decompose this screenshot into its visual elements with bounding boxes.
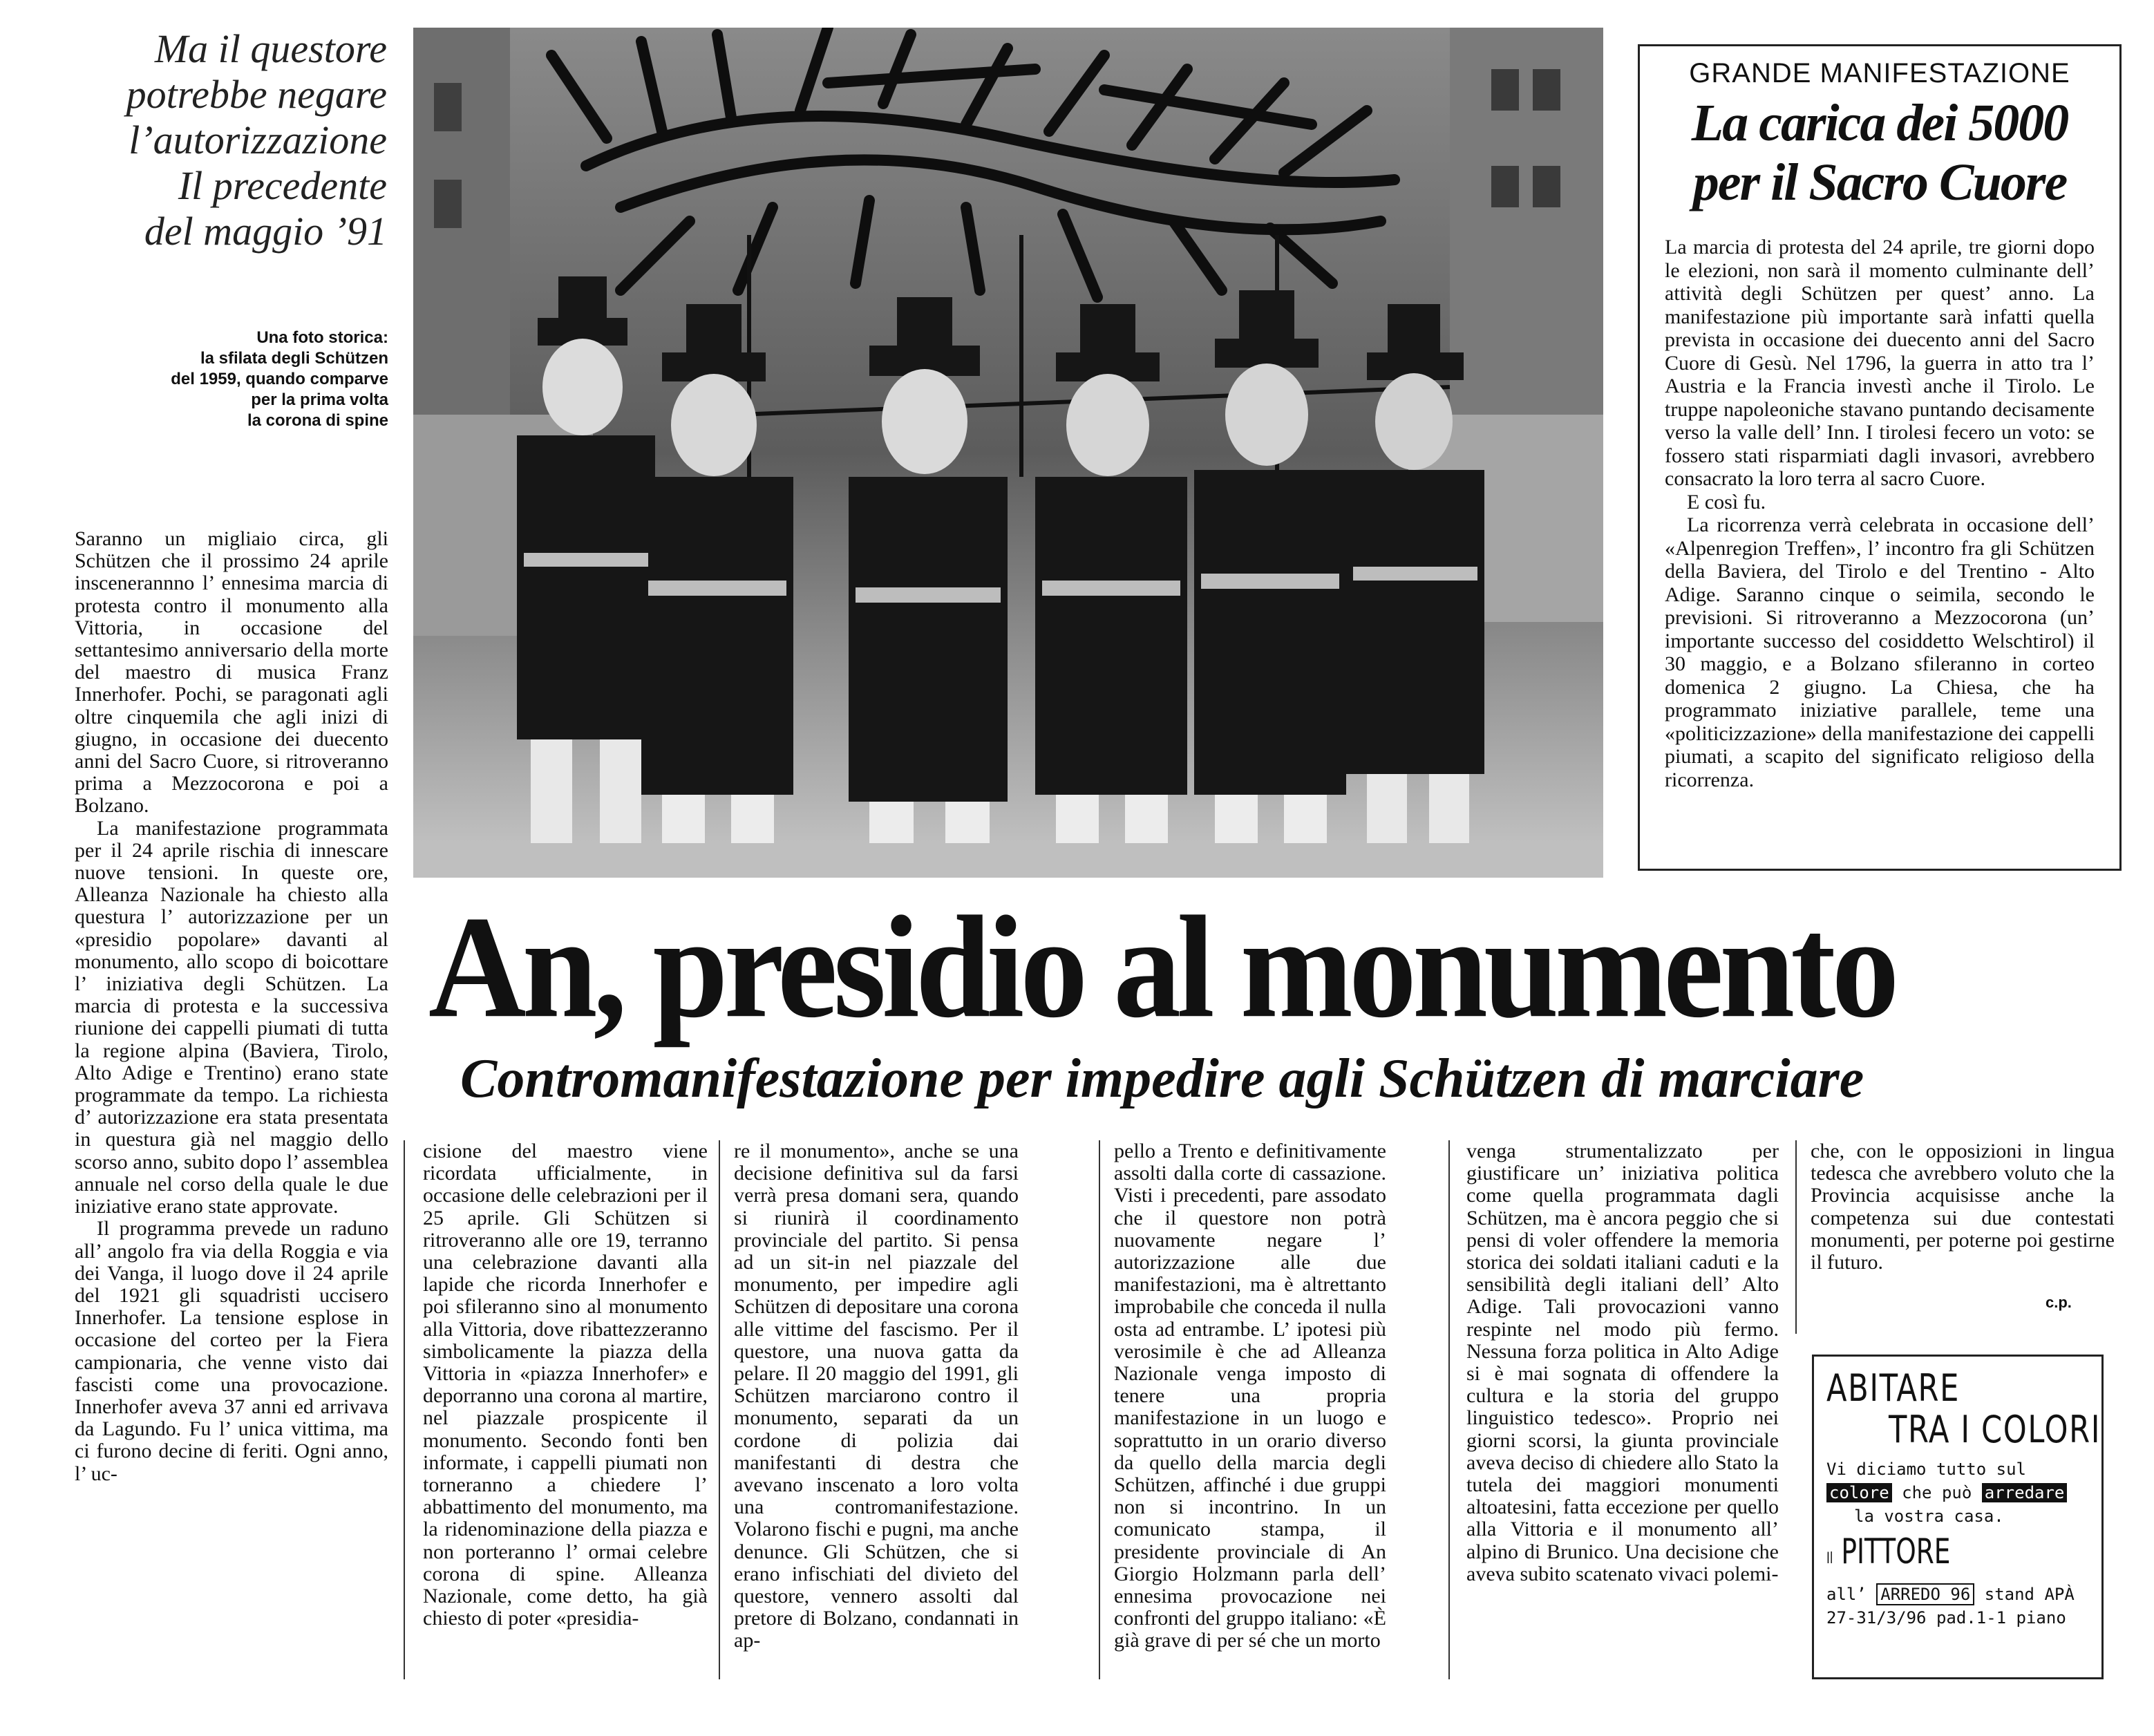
kicker-line: del maggio ’91 xyxy=(144,209,387,254)
sidebar-paragraph: La marcia di protesta del 24 aprile, tre giorni dopo le elezioni, non sarà il momento culminante dell’ attività degli Schützen per quest’ anno. La manifestazione più importante sarà infatti quella prevista in occasione dei duecento anni del Sacro Cuore di Gesù. Nel 1796, la guerra in atto tra l’ Austria e la Francia investì anche il Tirolo. Le truppe napoleoniche stavano puntando decisamente verso la valle dell’ Inn. I tirolesi fecero un voto: se fossero stati risparmiati dagli invasori, avrebbero consacrato la loro terra al sacro Cuore. xyxy=(1665,236,2095,490)
ad-text-line: la vostra casa. xyxy=(1854,1507,2004,1526)
article-column-5 xyxy=(1466,1140,1779,1585)
headline: An, presidio al monumento xyxy=(428,886,1896,1048)
caption-line: la corona di spine xyxy=(247,411,388,430)
ad-text: che può xyxy=(1902,1483,1972,1502)
article-column-6 xyxy=(1811,1140,2115,1274)
advertisement-box xyxy=(1812,1355,2104,1679)
caption-line: Una foto storica: xyxy=(256,328,388,347)
article-paragraph: Il programma prevede un raduno all’ angolo fra via della Roggia e via dei Vanga, il luogo dove il 24 aprile del 1921 gli squadristi uccisero Innerhofer. La tensione esplose in occasione del corteo per la Fiera campionaria, che venne visto dai fascisti come una provocazione. Innerhofer aveva 37 anni ed arrivava da Lagundo. Fu l’ unica vittima, ma ci furono decine di feriti. Ogni anno, l’ uc- xyxy=(75,1217,388,1485)
ad-text: stand APÀ xyxy=(1984,1585,2075,1604)
sidebar-title-line: La carica dei 5000 xyxy=(1691,94,2068,152)
column-rule xyxy=(404,1140,405,1679)
ad-text: all’ xyxy=(1826,1585,1867,1604)
article-paragraph: La manifestazione programmata per il 24 aprile rischia di innescare nuove tensioni. In queste ore, Alleanza Nazionale ha chiesto alla questura l’ autorizzazione per un «presidio popolare» davanti al monumento, allo scopo di boicottare l’ iniziativa degli Schützen. La marcia di protesta e la successiva riunione dei cappelli piumati di tutta la regione alpina (Baviera, Tirolo, Alto Adige e Trentino) erano state programmate da tempo. La richiesta d’ autorizzazione era stata presentata in questura già nel maggio dello scorso anno, subito dopo l’ assemblea annuale nel corso della quale le due iniziative erano state approvate. xyxy=(75,816,388,1218)
article-paragraph: cisione del maestro viene ricordata ufficialmente, in occasione delle celebrazioni per il 25 aprile. Gli Schützen si ritroveranno alle ore 19, terranno una celebrazione davanti alla lapide che ricorda Innerhofer e poi sfileranno sino al monumento alla Vittoria, dove ribattezzeranno simbolicamente la piazza della Vittoria in «piazza Innerhofer» e deporranno una corona al martire, nel piazzale prospicente il monumento. Secondo fonti ben informate, i cappelli piumati non torneranno a chiedere l’ abbattimento del monumento, ma la ridenominazione della piazza e non porteranno l’ ormai celebre corona di spine. Alleanza Nazionale, come detto, ha già chiesto di poter «presidia- xyxy=(423,1140,708,1630)
article-paragraph: re il monumento», anche se una decisione definitiva sul da farsi verrà presa domani sera, quando si riunirà il coordinamento provinciale del partito. Si pensa ad un sit-in nel piazzale del monumento, per impedire agli Schützen di depositare una corona alle vittime del fascismo. Per il questore, una nuova gatta da pelare. Il 20 maggio del 1991, gli Schützen marciarono contro il monumento, separati da un cordone di polizia dai manifestanti di destra che avevano inscenato a loro volta una contromanifestazione. Volarono fischi e pugni, ma anche denunce. Gli Schützen, che si erano infischiati del divieto del questore, vennero assolti dal pretore di Bolzano, condannati in ap- xyxy=(734,1140,1019,1652)
article-paragraph: Saranno un migliaio circa, gli Schützen che il prossimo 24 aprile inscenerannno l’ ennesima marcia di protesta contro il monumento alla Vittoria, in occasione del settantesimo anniversario della morte del maestro di musica Franz Innerhofer. Pochi, se paragonati agli oltre cinquemila che agli inizi di giugno, in occasione dei duecento anni del Sacro Cuore, si ritroveranno prima a Mezzocorona e poi a Bolzano. xyxy=(75,527,388,818)
ad-title: TRA I COLORI xyxy=(1889,1408,2101,1451)
article-column-3 xyxy=(734,1140,1019,1652)
article-paragraph: pello a Trento e definitivamente assolti dalla corte di cassazione. Visti i precedenti, pare assodato che il questore non potrà nuovamente negare l’ autorizzazione alle due manifestazioni, ma è altrettanto improbabile che conceda il nulla osta ad entrambe. L’ ipotesi più verosimile è che ad Alleanza Nazionale venga imposto di tenere una propria manifestazione in un luogo e soprattutto in un orario diverso da quello della marcia degli Schützen, affinché i due gruppi non si incontrino. In un comunicato stampa, il presidente provinciale di An Giorgio Holzmann parla dell’ ennesima provocazione nei confronti del gruppo italiano: «È già grave di per sé che un morto xyxy=(1114,1140,1386,1652)
ad-brand-name: PITTORE xyxy=(1841,1531,1951,1572)
kicker-text xyxy=(83,26,387,254)
kicker-line: Ma il questore xyxy=(154,26,387,71)
sidebar-kicker: GRANDE MANIFESTAZIONE xyxy=(1689,58,2070,88)
column-rule xyxy=(1099,1140,1100,1679)
sidebar-paragraph: E così fu. xyxy=(1687,490,1766,513)
ad-highlight: colore xyxy=(1826,1483,1892,1502)
kicker-line: potrebbe negare xyxy=(126,72,387,117)
ad-highlight: arredare xyxy=(1982,1483,2068,1502)
ad-text-line xyxy=(1826,1481,2089,1504)
column-rule xyxy=(1448,1140,1450,1679)
kicker-line: l’autorizzazione xyxy=(129,117,387,162)
sidebar-title xyxy=(1665,93,2095,212)
kicker-line: Il precedente xyxy=(178,163,387,208)
column-rule xyxy=(719,1140,720,1679)
article-column-1 xyxy=(75,528,388,1485)
ad-text-line xyxy=(1826,1583,2089,1606)
column-rule xyxy=(1795,1140,1797,1334)
ad-brand-prefix: Il xyxy=(1826,1550,1833,1567)
ad-brand xyxy=(1826,1531,2023,1580)
article-column-4 xyxy=(1114,1140,1386,1652)
caption-line: per la prima volta xyxy=(251,390,388,409)
ad-boxed-text: ARREDO 96 xyxy=(1876,1583,1974,1605)
author-signature: c.p. xyxy=(2046,1294,2072,1311)
article-paragraph: che, con le opposizioni in lingua tedesca che avrebbero voluto che la Provincia acquisisse anche la competenza sui due contestati monumenti, per poterne poi gestirne il futuro. xyxy=(1811,1140,2115,1274)
article-paragraph: venga strumentalizzato per giustificare un’ iniziativa politica come quella programmata dagli Schützen, ma è ancora peggio che si pensi di voler offendere la memoria storica dei soldati italiani caduti e la sensibilità degli italiani dell’ Alto Adige. Tali provocazioni vanno respinte nel modo più fermo. Nessuna forza politica in Alto Adige si è mai sognata di offendere la cultura e la storia del gruppo linguistico tedesco». Proprio nei giorni scorsi, la giunta provinciale aveva deciso di chiedere allo Stato la tutela dei maggiori monumenti altoatesini, fatta eccezione per quello alla Vittoria e il monumento all’ alpino di Brunico. Una decisione che aveva subito scatenato vivaci polemi- xyxy=(1466,1140,1779,1585)
photo-caption xyxy=(138,328,388,431)
article-column-2 xyxy=(423,1140,708,1630)
sidebar-title-line: per il Sacro Cuore xyxy=(1692,153,2067,211)
ad-title: ABITARE xyxy=(1826,1366,1961,1410)
ad-text-line: 27-31/3/96 pad.1-1 piano xyxy=(1826,1608,2066,1628)
subheadline: Contromanifestazione per impedire agli Schützen di marciare xyxy=(460,1048,1864,1109)
caption-line: del 1959, quando comparve xyxy=(171,370,388,388)
sidebar-box xyxy=(1638,44,2122,871)
historic-photo xyxy=(413,28,1603,878)
sidebar-paragraph: La ricorrenza verrà celebrata in occasione dell’ «Alpenregion Treffen», l’ incontro fra gli Schützen della Baviera, del Tirolo e del Trentino - Alto Adige. Saranno cinque o seimila, secondo le previsioni. Si ritroveranno a Mezzocorona (un’ importante successo del cosiddetto Welschtirol) il 30 maggio, e a Bolzano sfileranno in corteo domenica 2 giugno. La Chiesa, che ha programmato iniziative parallele, teme una «politicizzazione» della manifestazione dei cappelli piumati, a scapito del significato religioso della ricorrenza. xyxy=(1665,513,2095,791)
ad-text-line: Vi diciamo tutto sul xyxy=(1826,1460,2026,1479)
caption-line: la sfilata degli Schützen xyxy=(200,349,388,368)
